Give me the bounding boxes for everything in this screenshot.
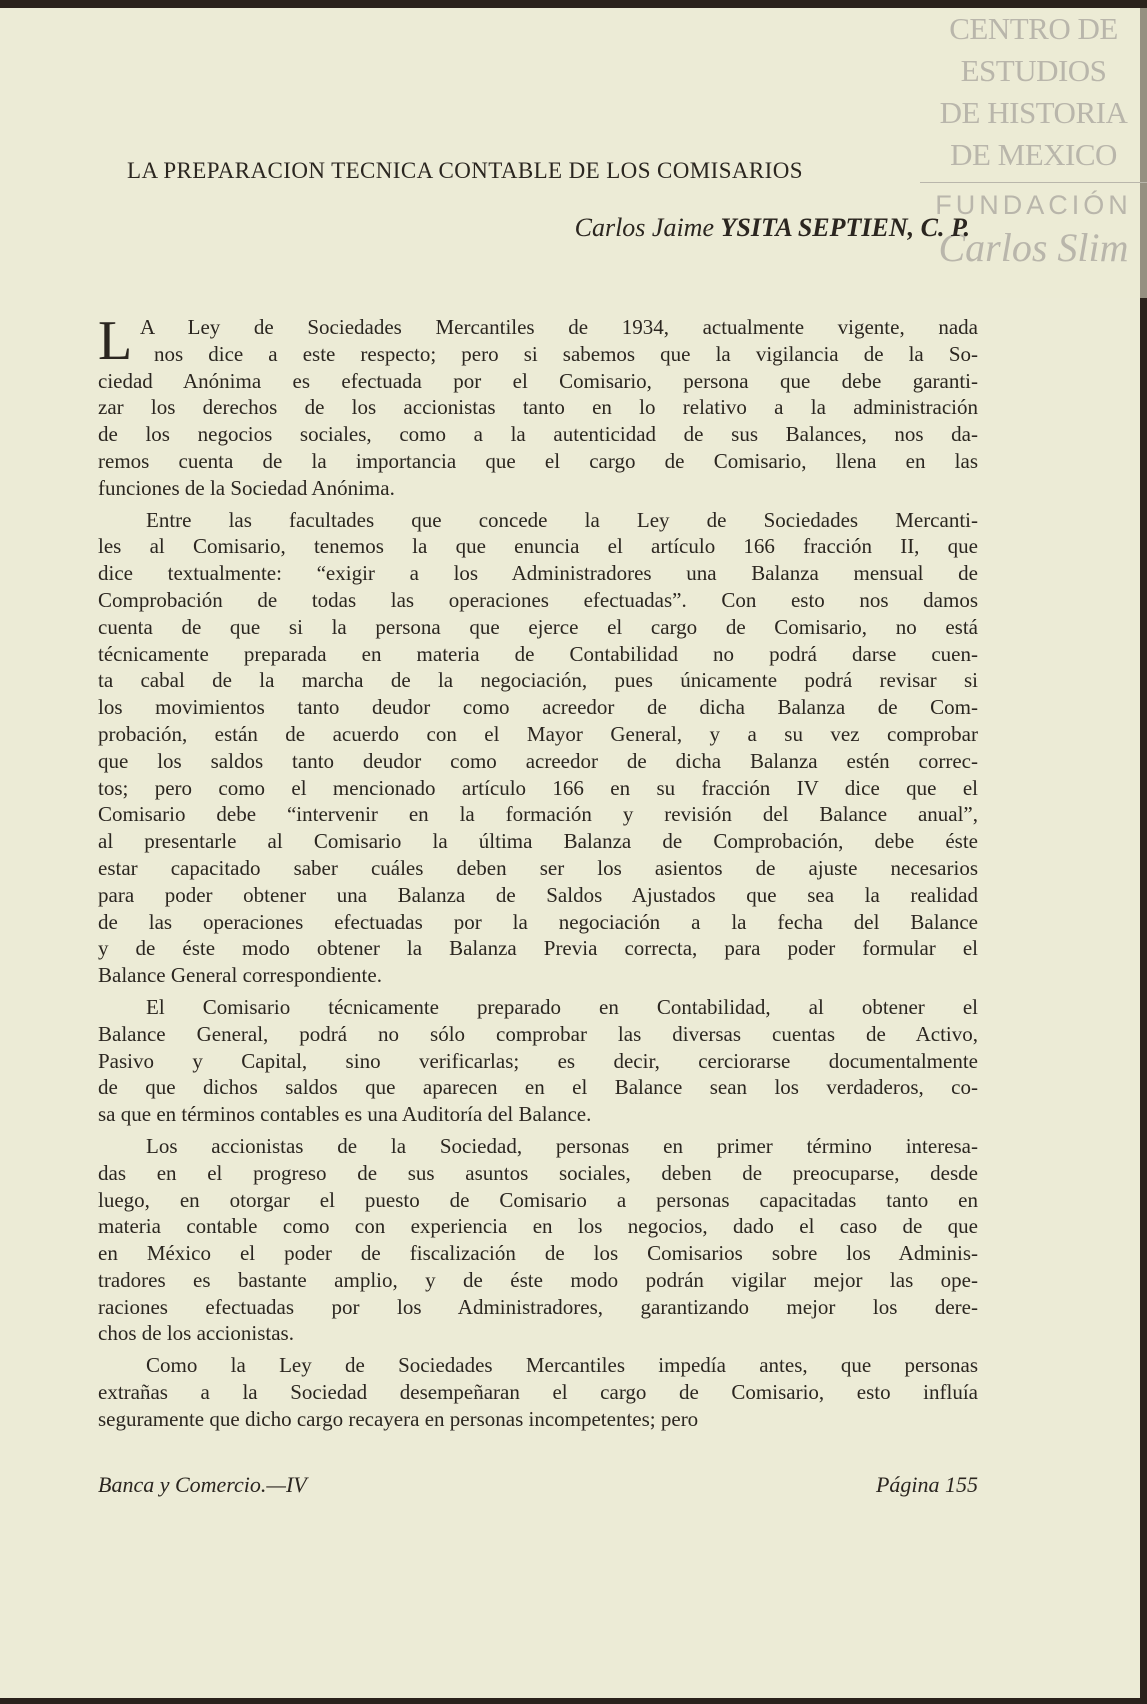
paragraph bbox=[98, 310, 978, 502]
text-line: materia contable como con experiencia en los negocios, dado el caso de que bbox=[98, 1214, 978, 1239]
text-line: de que dichos saldos que aparecen en el Balance sean los verdaderos, co- bbox=[98, 1075, 978, 1100]
document-page bbox=[0, 8, 1140, 1698]
page-footer bbox=[98, 1472, 978, 1498]
text-line: Balance General, podrá no sólo comprobar las diversas cuentas de Activo, bbox=[98, 1021, 978, 1046]
text-line: dice textualmente: “exigir a los Administradores una Balanza mensual de bbox=[98, 561, 978, 586]
paragraph bbox=[98, 1133, 978, 1347]
watermark-line: ESTUDIOS bbox=[960, 53, 1107, 88]
text-line: extrañas a la Sociedad desempeñaran el cargo de Comisario, esto influía bbox=[98, 1380, 978, 1405]
article-author bbox=[575, 213, 970, 243]
page-number: Página 155 bbox=[875, 1472, 978, 1497]
paragraph bbox=[98, 994, 978, 1128]
text-line: estar capacitado saber cuáles deben ser los asientos de ajuste necesarios bbox=[98, 855, 978, 880]
text-line: para poder obtener una Balanza de Saldos Ajustados que sea la realidad bbox=[98, 882, 978, 907]
text-line: de los negocios sociales, como a la autenticidad de sus Balances, nos da- bbox=[98, 422, 978, 447]
article-body bbox=[98, 310, 978, 1438]
paragraph bbox=[98, 1352, 978, 1432]
text-line: y de éste modo obtener la Balanza Previa correcta, para poder formular el bbox=[98, 936, 978, 961]
paragraph bbox=[98, 507, 978, 989]
text-line: tradores es bastante amplio, y de éste modo podrán vigilar mejor las ope- bbox=[98, 1267, 978, 1292]
text-line: chos de los accionistas. bbox=[98, 1321, 294, 1346]
text-line: en México el poder de fiscalización de los Comisarios sobre los Adminis- bbox=[98, 1241, 978, 1266]
text-line: Comisario debe “intervenir en la formación y revisión del Balance anual”, bbox=[98, 802, 978, 827]
text-line: cuenta de que si la persona que ejerce el cargo de Comisario, no está bbox=[98, 614, 978, 639]
text-line: das en el progreso de sus asuntos sociales, deben de preocuparse, desde bbox=[98, 1160, 978, 1185]
text-line: tos; pero como el mencionado artículo 166 en su fracción IV dice que el bbox=[98, 775, 978, 800]
text-line: Balance General correspondiente. bbox=[98, 963, 382, 988]
watermark-signature: Carlos Slim bbox=[938, 225, 1129, 270]
watermark-logo bbox=[920, 8, 1147, 298]
watermark-line: DE HISTORIA bbox=[939, 95, 1128, 130]
text-line: Los accionistas de la Sociedad, personas en primer término interesa- bbox=[146, 1133, 978, 1158]
text-line: zar los derechos de los accionistas tanto en lo relativo a la administración bbox=[98, 395, 978, 420]
text-line: técnicamente preparada en materia de Contabilidad no podrá darse cuen- bbox=[98, 641, 978, 666]
text-line: ciedad Anónima es efectuada por el Comisario, persona que debe garanti- bbox=[98, 368, 978, 393]
text-line: Como la Ley de Sociedades Mercantiles impedía antes, que personas bbox=[146, 1353, 978, 1378]
watermark-line: DE MEXICO bbox=[950, 137, 1117, 172]
author-surname: YSITA SEPTIEN, C. P. bbox=[720, 213, 970, 242]
text-line: remos cuenta de la importancia que el cargo de Comisario, llena en las bbox=[98, 448, 978, 473]
text-line: Entre las facultades que concede la Ley de Sociedades Mercanti- bbox=[146, 507, 978, 532]
text-line: raciones efectuadas por los Administradores, garantizando mejor los dere- bbox=[98, 1294, 978, 1319]
watermark-divider bbox=[920, 182, 1147, 183]
text-line: ta cabal de la marcha de la negociación, pues únicamente podrá revisar si bbox=[98, 668, 978, 693]
text-line: nos dice a este respecto; pero si sabemos que la vigilancia de la So- bbox=[154, 341, 978, 366]
text-line: Comprobación de todas las operaciones efectuadas”. Con esto nos damos bbox=[98, 587, 978, 612]
article-title: LA PREPARACION TECNICA CONTABLE DE LOS COMISARIOS bbox=[127, 158, 803, 183]
text-line: funciones de la Sociedad Anónima. bbox=[98, 475, 395, 500]
text-line: sa que en términos contables es una Auditoría del Balance. bbox=[98, 1102, 592, 1127]
text-line: A Ley de Sociedades Mercantiles de 1934, actualmente vigente, nada bbox=[140, 315, 978, 339]
author-given-name: Carlos Jaime bbox=[574, 213, 714, 242]
text-line: probación, están de acuerdo con el Mayor General, y a su vez comprobar bbox=[98, 721, 978, 746]
text-line: El Comisario técnicamente preparado en Contabilidad, al obtener el bbox=[146, 994, 978, 1019]
text-line: que los saldos tanto deudor como acreedor de dicha Balanza estén correc- bbox=[98, 748, 978, 773]
drop-cap: L bbox=[98, 310, 133, 372]
text-line: seguramente que dicho cargo recayera en personas incompetentes; pero bbox=[98, 1406, 699, 1431]
text-line: luego, en otorgar el puesto de Comisario a personas capacitadas tanto en bbox=[98, 1187, 978, 1212]
watermark-line: CENTRO DE bbox=[949, 11, 1118, 46]
text-line: Pasivo y Capital, sino verificarlas; es decir, cerciorarse documentalmente bbox=[98, 1048, 978, 1073]
watermark-foundation: FUNDACIÓN bbox=[935, 190, 1132, 220]
text-line: les al Comisario, tenemos la que enuncia el artículo 166 fracción II, que bbox=[98, 534, 978, 559]
text-line: los movimientos tanto deudor como acreedor de dicha Balanza de Com- bbox=[98, 695, 978, 720]
publication-name: Banca y Comercio.—IV bbox=[98, 1472, 307, 1497]
text-line: de las operaciones efectuadas por la negociación a la fecha del Balance bbox=[98, 909, 978, 934]
text-line: al presentarle al Comisario la última Balanza de Comprobación, debe éste bbox=[98, 829, 978, 854]
